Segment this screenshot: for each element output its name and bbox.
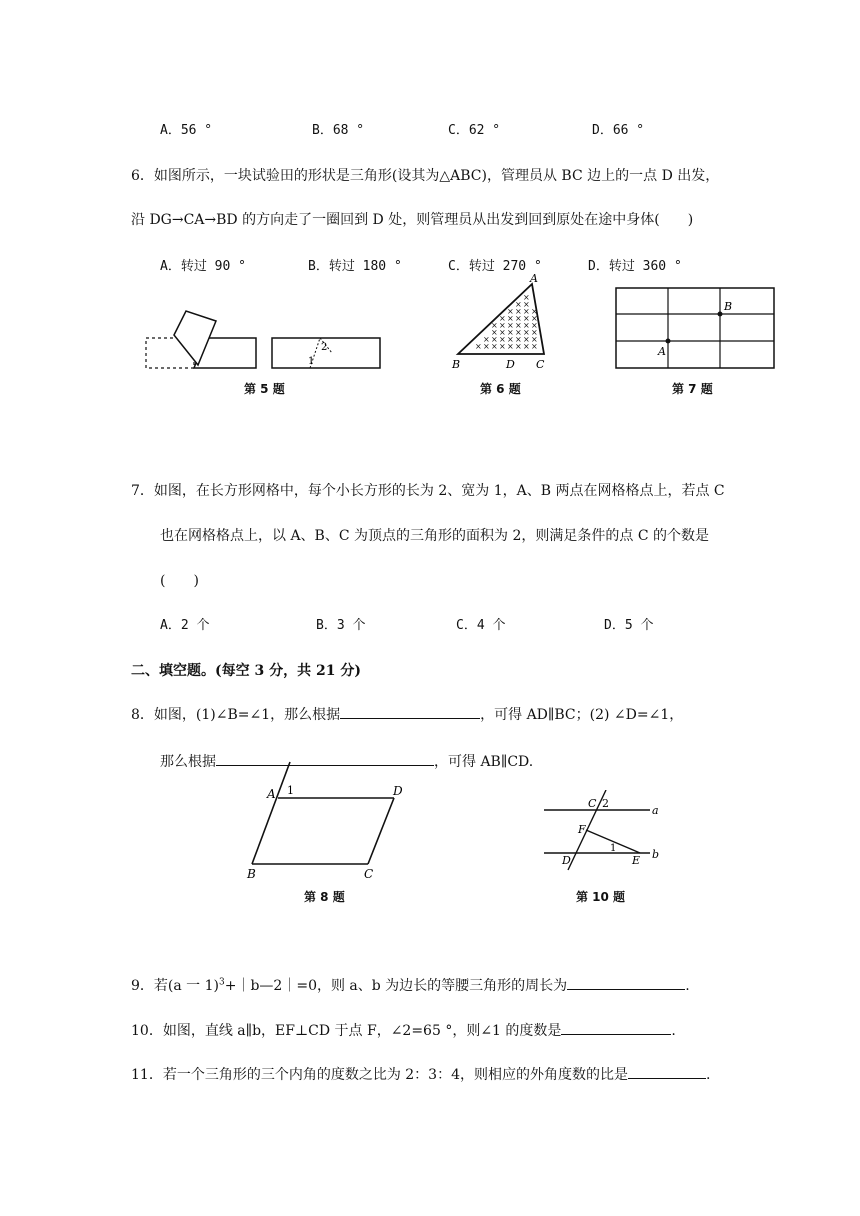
fig6-cross-mark: ×	[523, 293, 530, 302]
fig6-cross-mark: ×	[515, 328, 522, 337]
q11-end: .	[705, 1067, 711, 1083]
fig6-cross-mark: ×	[531, 307, 538, 316]
fig6-cross-mark: ×	[515, 321, 522, 330]
figure-5	[140, 305, 390, 385]
fig6-cross-mark: ×	[515, 300, 522, 309]
fig10-label-b: b	[652, 848, 660, 861]
q6-option-b: B．转过 180 °	[308, 259, 402, 274]
fig6-cross-mark: ×	[531, 314, 538, 323]
q9-end: .	[685, 978, 690, 994]
q6-option-a: A．转过 90 °	[160, 259, 246, 274]
q6-stem-line2: 沿 DG→CA→BD 的方向走了一圈回到 D 处，则管理员从出发到回到原处在途中身体( )	[131, 212, 694, 228]
fig6-caption: 第 6 题	[480, 382, 521, 396]
fig6-cross-mark: ×	[483, 342, 490, 351]
fig6-cross-mark: ×	[499, 314, 506, 323]
fig8-label-b: B	[247, 867, 256, 881]
fig6-cross-mark: ×	[523, 328, 530, 337]
fig6-cross-mark: ×	[515, 335, 522, 344]
figure-7	[612, 284, 778, 372]
q5-option-b: B．68 °	[312, 123, 365, 138]
fig10-label-a: a	[652, 804, 659, 817]
fig6-cross-mark: ×	[483, 335, 490, 344]
fig6-cross-mark: ×	[531, 321, 538, 330]
figure-6	[448, 270, 558, 374]
fig6-cross-mark: ×	[491, 342, 498, 351]
fig8-label-c: C	[364, 867, 374, 881]
q8-blank-1[interactable]	[340, 704, 480, 719]
fig6-cross-mark: ×	[507, 328, 514, 337]
fig6-cross-mark: ×	[507, 314, 514, 323]
fig5-label-2: 2	[321, 342, 328, 353]
fig6-cross-mark: ×	[515, 342, 522, 351]
fig10-label-1: 1	[610, 843, 617, 854]
fig7-label-a: A	[658, 345, 666, 358]
fig6-label-a: A	[530, 272, 538, 285]
figure-10	[540, 790, 666, 872]
q7-option-c: C．4 个	[456, 618, 506, 633]
q11-text: 11．若一个三角形的三个内角的度数之比为 2：3：4，则相应的外角度数的比是	[131, 1067, 628, 1083]
fig7-caption: 第 7 题	[672, 382, 713, 396]
fig6-cross-mark: ×	[491, 321, 498, 330]
fig10-label-f: F	[578, 823, 586, 836]
q9-after: +｜b—2｜=0，则 a、b 为边长的等腰三角形的周长为	[224, 978, 568, 994]
q8-line2-start: 那么根据	[160, 754, 216, 770]
q8-part2: ，可得 AD∥BC；(2) ∠D=∠1，	[480, 707, 684, 723]
fig10-caption: 第 10 题	[576, 890, 626, 904]
fig5-label-1: 1	[308, 356, 315, 367]
fig6-cross-mark: ×	[475, 342, 482, 351]
fig8-caption: 第 8 题	[304, 890, 345, 904]
fig6-cross-mark: ×	[523, 300, 530, 309]
q5-option-c: C．62 °	[448, 123, 501, 138]
fig6-cross-mark: ×	[531, 335, 538, 344]
q11	[131, 1064, 710, 1084]
fig6-cross-mark: ×	[515, 307, 522, 316]
fig6-cross-mark: ×	[531, 342, 538, 351]
figure-8	[242, 758, 414, 882]
q7-option-a: A．2 个	[160, 618, 210, 633]
q10	[131, 1020, 676, 1040]
fig7-label-b: B	[724, 300, 733, 313]
q7-option-b: B．3 个	[316, 618, 366, 633]
q9-sup: 3	[219, 977, 225, 988]
fig8-label-1: 1	[287, 784, 294, 797]
fig6-cross-mark: ×	[507, 342, 514, 351]
q5-option-d: D．66 °	[592, 123, 645, 138]
q8-line2-end: ，可得 AB∥CD.	[434, 754, 534, 770]
q7-stem-line3: ( )	[160, 573, 199, 589]
fig6-label-c: C	[536, 358, 545, 371]
fig8-label-a: A	[267, 787, 276, 801]
fig6-cross-mark: ×	[531, 328, 538, 337]
fig6-cross-mark: ×	[523, 342, 530, 351]
fig6-cross-mark: ×	[507, 335, 514, 344]
fig10-label-2: 2	[602, 797, 609, 810]
q10-text: 10．如图，直线 a∥b，EF⊥CD 于点 F，∠2=65 °，则∠1 的度数是	[131, 1023, 562, 1039]
q8-line1	[131, 704, 683, 724]
q6-option-d: D．转过 360 °	[588, 259, 682, 274]
fig6-cross-mark: ×	[507, 321, 514, 330]
fig6-cross-mark: ×	[499, 328, 506, 337]
q11-blank[interactable]	[628, 1064, 706, 1079]
section-2-title: 二、填空题。(每空 3 分，共 21 分)	[131, 663, 361, 679]
fig6-cross-mark: ×	[507, 307, 514, 316]
q9-before: 9．若(a 一 1)	[131, 978, 219, 994]
q6-stem-line1: 6．如图所示，一块试验田的形状是三角形(设其为△ABC)，管理员从 BC 边上的一点 D 出发，	[131, 168, 720, 184]
q8-part1: 8．如图，(1)∠B=∠1，那么根据	[131, 707, 341, 723]
fig10-label-c: C	[588, 797, 597, 810]
fig6-cross-mark: ×	[523, 335, 530, 344]
q10-end: .	[671, 1023, 676, 1039]
q7-stem-line1: 7．如图，在长方形网格中，每个小长方形的长为 2、宽为 1，A、B 两点在网格格点上，若点 C	[131, 483, 725, 499]
q9-blank[interactable]	[567, 975, 685, 990]
fig6-label-b: B	[452, 358, 461, 371]
fig6-label-d: D	[506, 358, 515, 371]
fig6-cross-mark: ×	[523, 314, 530, 323]
fig6-cross-mark: ×	[491, 335, 498, 344]
fig10-label-e: E	[632, 854, 641, 867]
q6-option-c: C．转过 270 °	[448, 259, 542, 274]
fig6-cross-mark: ×	[499, 335, 506, 344]
fig6-cross-mark: ×	[499, 321, 506, 330]
q9	[131, 975, 690, 995]
fig6-cross-mark: ×	[523, 307, 530, 316]
fig6-cross-mark: ×	[499, 342, 506, 351]
q7-stem-line2: 也在网格格点上，以 A、B、C 为顶点的三角形的面积为 2，则满足条件的点 C 的个数是	[160, 528, 709, 544]
fig10-label-d: D	[562, 854, 571, 867]
q5-option-a: A．56 °	[160, 123, 213, 138]
fig6-cross-mark: ×	[491, 328, 498, 337]
fig6-cross-mark: ×	[523, 321, 530, 330]
fig6-cross-mark: ×	[515, 314, 522, 323]
fig8-label-d: D	[393, 784, 403, 798]
q10-blank[interactable]	[561, 1020, 671, 1035]
q7-option-d: D．5 个	[604, 618, 654, 633]
fig5-caption: 第 5 题	[244, 382, 285, 396]
